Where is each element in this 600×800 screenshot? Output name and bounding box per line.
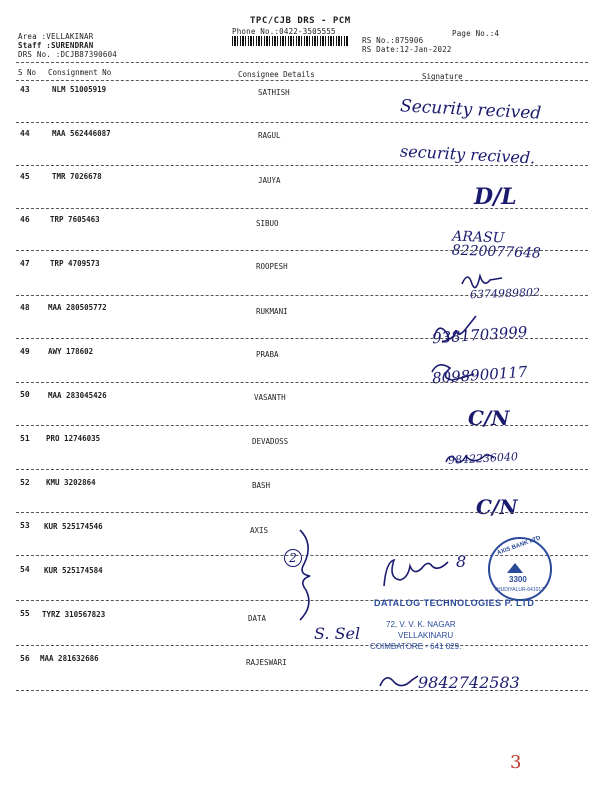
row-signature: 2 (284, 549, 302, 567)
row-consignee: ROOPESH (256, 262, 288, 271)
row-consignment: TRP 7605463 (50, 215, 100, 224)
col-header-signature: Signature (422, 72, 463, 81)
row-signature: C/N (468, 406, 510, 430)
col-header-sno: S No (18, 68, 37, 77)
row-consignee: DEVADOSS (252, 437, 289, 446)
row-consignee: VASANTH (254, 393, 286, 402)
bank-stamp (488, 537, 552, 601)
row-sno: 44 (20, 129, 30, 138)
row-signature: D/L (474, 184, 517, 210)
row-consignee: SIBUO (256, 219, 279, 228)
row-consignee: AXIS (250, 526, 269, 535)
row-signature: Security recived (399, 96, 542, 124)
row-sno: 50 (20, 390, 30, 399)
row-signature: S. Sel (314, 624, 361, 643)
row-consignee: BASH (252, 481, 271, 490)
row-signature: 9842742583 (418, 673, 520, 692)
signature-scribble (432, 365, 474, 380)
row-consignment: AWY 178602 (48, 347, 94, 356)
row-consignment: KMU 3202864 (46, 478, 96, 487)
row-consignee: SATHISH (258, 88, 290, 97)
drs-number: DRS No. :DCJB87390604 (18, 50, 118, 59)
row-signature: 8098900117 (431, 362, 528, 388)
rs-date: RS Date:12-Jan-2022 (362, 45, 452, 54)
row-consignment: TMR 7026678 (52, 172, 102, 181)
area-label: Area :VELLAKINAR (18, 32, 94, 41)
row-sno: 43 (20, 85, 30, 94)
row-sno: 49 (20, 347, 30, 356)
row-consignee: RAGUL (258, 131, 281, 140)
bank-stamp-code: 3300 (509, 575, 527, 584)
bank-stamp-bottom: THUDIYALUR-641017 (494, 587, 544, 593)
row-signature: 6374989802 (469, 285, 541, 302)
row-consignment: MAA 281632686 (40, 654, 99, 663)
row-signature: C/N (476, 495, 518, 519)
row-sno: 48 (20, 303, 30, 312)
row-consignee: JAUYA (258, 176, 281, 185)
row-signature: 9381703999 (431, 322, 528, 348)
row-signature: 9842236040 (447, 450, 519, 467)
staff-label: Staff :SURENDRAN (18, 41, 94, 50)
row-sno: 54 (20, 565, 30, 574)
row-sno: 56 (20, 654, 30, 663)
row-sno: 55 (20, 609, 30, 618)
row-consignment: KUR 525174546 (44, 522, 103, 531)
phone-number: Phone No.:0422-3505555 (232, 27, 336, 36)
signature-scribble (434, 316, 476, 342)
signature-scribble (462, 276, 502, 288)
row-sno: 53 (20, 521, 30, 530)
company-stamp-address: 72, V. V. K. NAGAR (386, 620, 456, 629)
row-consignee: PRABA (256, 350, 279, 359)
row-consignment: KUR 525174584 (44, 566, 103, 575)
row-consignment: MAA 562446087 (52, 129, 111, 138)
signature-scribble (380, 676, 418, 686)
row-consignment: PRO 12746035 (46, 434, 101, 443)
col-header-consignment: Consignment No (48, 68, 112, 77)
row-consignment: MAA 283045426 (48, 391, 107, 400)
axis-logo-icon (507, 563, 523, 573)
row-consignment: NLM 51005919 (52, 85, 107, 94)
col-header-consignee: Consignee Details (238, 70, 315, 79)
row-signature: 8 (456, 552, 467, 571)
row-consignee: RUKMANI (256, 307, 288, 316)
row-sno: 52 (20, 478, 30, 487)
row-consignment: MAA 280505772 (48, 303, 107, 312)
page-number: Page No.:4 (452, 29, 500, 38)
row-sno: 47 (20, 259, 30, 268)
signature-scribble (446, 455, 494, 462)
row-sno: 46 (20, 215, 30, 224)
document-title: TPC/CJB DRS - PCM (250, 16, 351, 26)
row-consignment: TRP 4709573 (50, 259, 100, 268)
company-stamp-city: COIMBATORE - 641 029. (370, 642, 462, 651)
bank-stamp-top: AXIS BANK LTD (496, 535, 542, 557)
signature-scribble (384, 560, 448, 586)
row-sno: 51 (20, 434, 30, 443)
row-consignment: TYRZ 310567823 (42, 610, 106, 619)
row-consignee: DATA (248, 614, 267, 623)
company-stamp-name: DATALOG TECHNOLOGIES P. LTD (374, 598, 535, 608)
rs-number: RS No.:875906 (362, 36, 424, 45)
bracket-mark (300, 530, 310, 620)
company-stamp-locality: VELLAKINARU (398, 631, 454, 640)
row-sno: 45 (20, 172, 30, 181)
row-signature: security recived. (399, 141, 536, 168)
page-mark: 3 (510, 752, 522, 773)
row-signature: ARASU 8220077648 (451, 228, 542, 262)
row-consignee: RAJESWARI (246, 658, 287, 667)
